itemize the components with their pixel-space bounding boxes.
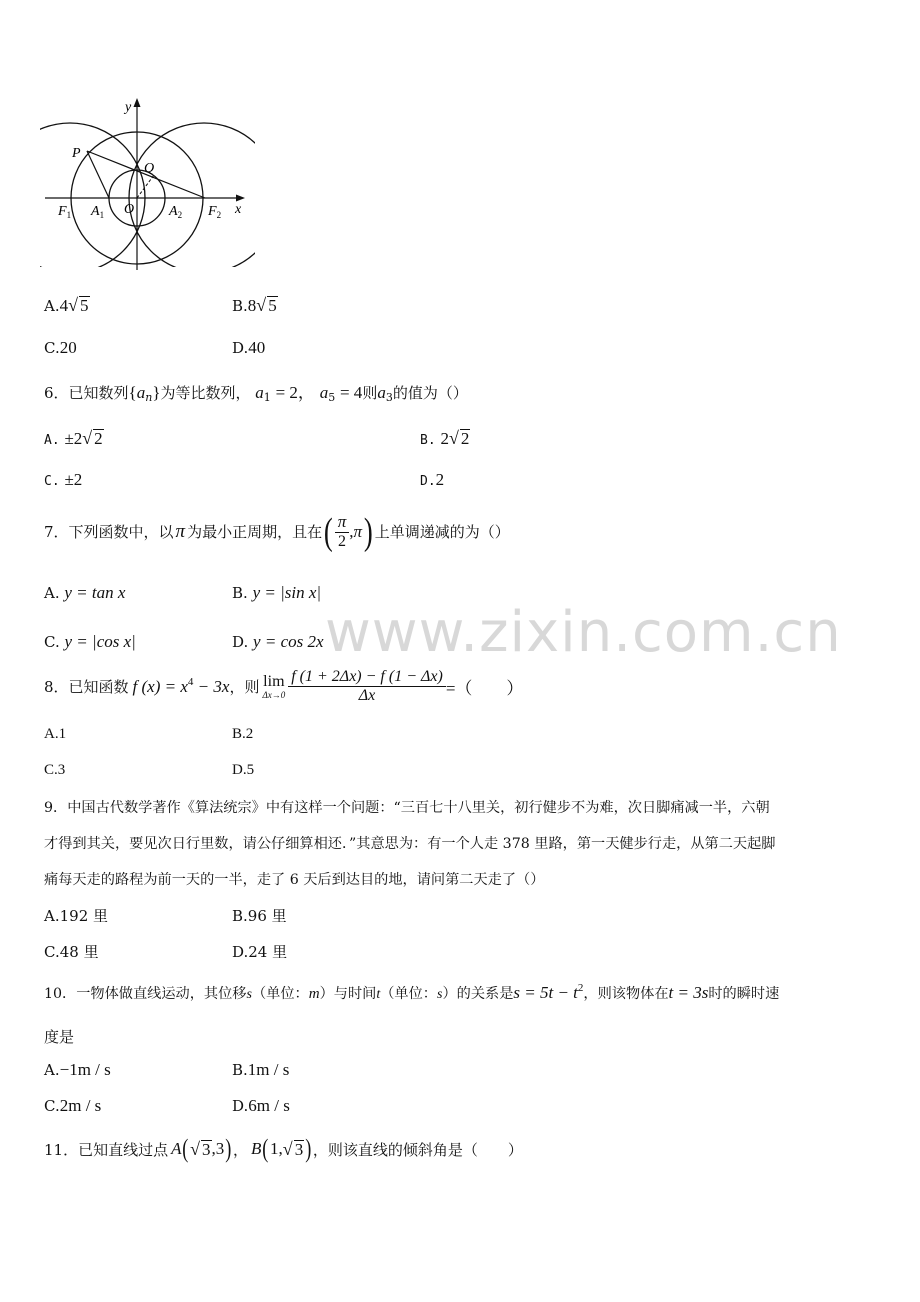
label-A1: $A_1$ bbox=[91, 204, 105, 220]
label-A2: $A_2$ bbox=[169, 204, 183, 220]
label-O: O bbox=[124, 202, 135, 217]
watermark: www.zixin.com.cn bbox=[325, 600, 842, 665]
q8-option-a[interactable]: A.1 bbox=[44, 726, 67, 742]
q10-option-a[interactable]: A.−1m / s bbox=[44, 1060, 111, 1079]
q10-line-1: 10．一物体做直线运动，其位移s（单位：m）与时间t（单位：s）的关系是$s = 5t - t^2$，则该物体在t = 3s时的瞬时速 bbox=[44, 982, 780, 1002]
label-P: P bbox=[72, 146, 81, 161]
q7-stem: 7．下列函数中，以 π 为最小正周期，且在 ( $\frac{\pi}{2}$ , π ) 上单调递减的为（） bbox=[44, 510, 510, 553]
geometry-figure bbox=[40, 95, 255, 275]
q5-option-d[interactable]: D.40 bbox=[232, 338, 266, 357]
q5-option-b[interactable]: B.8√ 5 bbox=[232, 295, 277, 315]
q9-option-c[interactable]: C.48 里 bbox=[44, 943, 99, 961]
q6-option-b[interactable]: B. 2√ 2 bbox=[420, 428, 470, 448]
q11-stem: 11．已知直线过点 A ( √ 3 ,3 ) ， B ( 1, √ 3 ) ，则该直线的倾斜角是（ ） bbox=[44, 1134, 523, 1163]
q7-option-c[interactable]: C. y = |cos x| bbox=[44, 632, 136, 651]
q8-difference-quotient: $\frac{f (1 + 2\Delta x) - f (1 - \Delta x)}{\Delta x}$ bbox=[288, 668, 446, 705]
q8-option-b[interactable]: B.2 bbox=[232, 726, 254, 742]
x-arrow bbox=[236, 195, 245, 202]
label-Q: Q bbox=[144, 161, 155, 176]
label-y: y bbox=[125, 100, 132, 115]
y-arrow bbox=[134, 98, 141, 107]
q9-option-d[interactable]: D.24 里 bbox=[232, 943, 288, 961]
q9-line-1: 9．中国古代数学著作《算法统宗》中有这样一个问题：“三百七十八里关，初行健步不为难，次日脚痛减一半，六朝 bbox=[44, 800, 770, 816]
q8-option-c[interactable]: C.3 bbox=[44, 762, 66, 778]
q7-option-d[interactable]: D. y = cos 2x bbox=[232, 632, 324, 651]
label-F2: $F_2$ bbox=[208, 204, 222, 220]
q9-line-3: 痛每天走的路程为前一天的一半，走了 6 天后到达目的地，请问第二天走了（） bbox=[44, 872, 545, 888]
q7-option-a[interactable]: A. y = tan x bbox=[44, 583, 126, 602]
q5-option-a[interactable]: A.4√ 5 bbox=[44, 295, 89, 315]
q6-stem: 6．已知数列$\{a_n\}$为等比数列， $a_1 = 2$， $a_5 = 4$则$a_3$的值为（） bbox=[44, 383, 468, 404]
q8-option-d[interactable]: D.5 bbox=[232, 762, 255, 778]
q6-option-c[interactable]: C. ±2 bbox=[44, 470, 83, 489]
label-x: x bbox=[235, 202, 242, 217]
q7-option-b[interactable]: B. y = |sin x| bbox=[232, 583, 322, 602]
q10-option-c[interactable]: C.2m / s bbox=[44, 1096, 102, 1115]
q10-option-d[interactable]: D.6m / s bbox=[232, 1096, 290, 1115]
q10-line-2: 度是 bbox=[44, 1028, 75, 1046]
label-F1: $F_1$ bbox=[58, 204, 72, 220]
q9-option-b[interactable]: B.96 里 bbox=[232, 907, 287, 925]
q8-stem: 8．已知函数 f $(x) = x^4 - 3x$ ，则 lim Δx→0 $\frac{f (1 + 2\Delta x) - f (1 - \Delta x)}{\Delta x}$ =（ ） bbox=[44, 668, 524, 704]
q5-option-c[interactable]: C.20 bbox=[44, 338, 77, 357]
q6-option-d[interactable]: D.2 bbox=[420, 470, 445, 489]
q9-option-a[interactable]: A.192 里 bbox=[44, 907, 108, 925]
q7-interval-fraction: $\frac{\pi}{2}$ bbox=[335, 512, 350, 551]
q10-option-b[interactable]: B.1m / s bbox=[232, 1060, 290, 1079]
q6-option-a[interactable]: A. ±2√ 2 bbox=[44, 428, 103, 448]
q9-line-2: 才得到其关，要见次日行里数，请公仔细算相还．”其意思为：有一个人走 378 里路，第一天健步行走，从第二天起脚 bbox=[44, 836, 776, 852]
